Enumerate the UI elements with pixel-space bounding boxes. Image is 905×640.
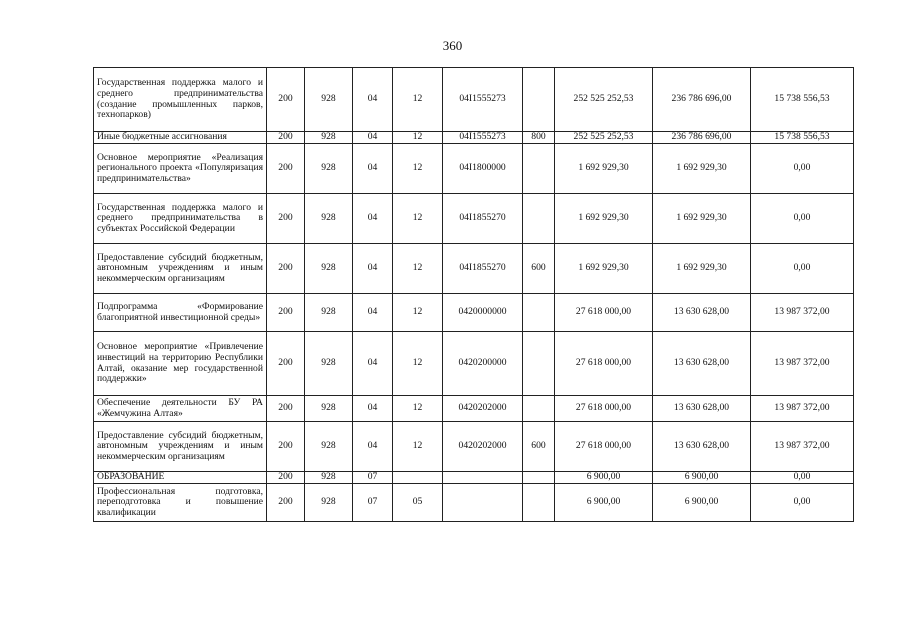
target-article-cell: 04I1800000 [443, 144, 523, 194]
amount-cell: 1 692 929,30 [653, 244, 751, 294]
section-cell: 04 [353, 294, 393, 332]
section-cell: 04 [353, 194, 393, 244]
row-name: Обеспечение деятельности БУ РА «Жемчужина Алтая» [94, 396, 267, 422]
expense-type-cell [523, 396, 555, 422]
amount-cell: 27 618 000,00 [555, 422, 653, 472]
section-cell: 04 [353, 396, 393, 422]
table-row [94, 294, 854, 332]
amount-cell: 15 738 556,53 [751, 132, 854, 144]
target-article-cell: 04I1555273 [443, 68, 523, 132]
amount-cell: 13 630 628,00 [653, 422, 751, 472]
section-cell: 07 [353, 484, 393, 522]
code-cell: 200 [267, 244, 305, 294]
amount-cell: 252 525 252,53 [555, 68, 653, 132]
expense-type-cell: 600 [523, 244, 555, 294]
amount-cell: 13 987 372,00 [751, 332, 854, 396]
subsection-cell: 12 [393, 144, 443, 194]
ministry-code-cell: 928 [305, 194, 353, 244]
ministry-code-cell: 928 [305, 472, 353, 484]
subsection-cell: 12 [393, 132, 443, 144]
code-cell: 200 [267, 68, 305, 132]
ministry-code-cell: 928 [305, 484, 353, 522]
table-row [94, 396, 854, 422]
section-cell: 04 [353, 68, 393, 132]
row-name: Государственная поддержка малого и среднего предпринимательства (создание промышленных парков, технопарков) [94, 68, 267, 132]
table-row [94, 332, 854, 396]
expense-type-cell [523, 484, 555, 522]
row-name: Государственная поддержка малого и среднего предпринимательства в субъектах Российской Федерации [94, 194, 267, 244]
target-article-cell: 0420200000 [443, 332, 523, 396]
table-row [94, 422, 854, 472]
subsection-cell: 12 [393, 422, 443, 472]
code-cell: 200 [267, 294, 305, 332]
amount-cell: 13 987 372,00 [751, 422, 854, 472]
row-name: Предоставление субсидий бюджетным, автономным учреждениям и иным некоммерческим организациям [94, 244, 267, 294]
amount-cell: 13 630 628,00 [653, 396, 751, 422]
ministry-code-cell: 928 [305, 294, 353, 332]
code-cell: 200 [267, 396, 305, 422]
ministry-code-cell: 928 [305, 144, 353, 194]
subsection-cell: 05 [393, 484, 443, 522]
ministry-code-cell: 928 [305, 244, 353, 294]
table-row [94, 132, 854, 144]
subsection-cell [393, 472, 443, 484]
row-name: Основное мероприятие «Реализация регионального проекта «Популяризация предпринимательства» [94, 144, 267, 194]
amount-cell: 1 692 929,30 [653, 194, 751, 244]
table-row [94, 484, 854, 522]
row-name: ОБРАЗОВАНИЕ [94, 472, 267, 484]
code-cell: 200 [267, 144, 305, 194]
amount-cell: 0,00 [751, 472, 854, 484]
expense-type-cell [523, 194, 555, 244]
expense-type-cell [523, 294, 555, 332]
amount-cell: 0,00 [751, 194, 854, 244]
amount-cell: 6 900,00 [653, 472, 751, 484]
subsection-cell: 12 [393, 68, 443, 132]
expense-type-cell: 600 [523, 422, 555, 472]
row-name: Подпрограмма «Формирование благоприятной инвестиционной среды» [94, 294, 267, 332]
code-cell: 200 [267, 472, 305, 484]
amount-cell: 1 692 929,30 [555, 144, 653, 194]
budget-table [93, 67, 854, 522]
amount-cell: 0,00 [751, 484, 854, 522]
subsection-cell: 12 [393, 194, 443, 244]
target-article-cell: 0420202000 [443, 396, 523, 422]
amount-cell: 27 618 000,00 [555, 332, 653, 396]
section-cell: 04 [353, 422, 393, 472]
table-row [94, 244, 854, 294]
section-cell: 04 [353, 132, 393, 144]
ministry-code-cell: 928 [305, 332, 353, 396]
row-name: Иные бюджетные ассигнования [94, 132, 267, 144]
amount-cell: 27 618 000,00 [555, 294, 653, 332]
code-cell: 200 [267, 484, 305, 522]
expense-type-cell: 800 [523, 132, 555, 144]
row-name: Профессиональная подготовка, переподготовка и повышение квалификации [94, 484, 267, 522]
amount-cell: 1 692 929,30 [555, 194, 653, 244]
amount-cell: 236 786 696,00 [653, 68, 751, 132]
table-row [94, 472, 854, 484]
target-article-cell: 0420000000 [443, 294, 523, 332]
amount-cell: 13 630 628,00 [653, 294, 751, 332]
table-row [94, 144, 854, 194]
code-cell: 200 [267, 132, 305, 144]
amount-cell: 13 987 372,00 [751, 396, 854, 422]
target-article-cell: 04I1855270 [443, 244, 523, 294]
amount-cell: 13 630 628,00 [653, 332, 751, 396]
code-cell: 200 [267, 332, 305, 396]
section-cell: 04 [353, 244, 393, 294]
amount-cell: 1 692 929,30 [555, 244, 653, 294]
section-cell: 04 [353, 332, 393, 396]
amount-cell: 236 786 696,00 [653, 132, 751, 144]
amount-cell: 1 692 929,30 [653, 144, 751, 194]
target-article-cell: 04I1555273 [443, 132, 523, 144]
subsection-cell: 12 [393, 396, 443, 422]
subsection-cell: 12 [393, 244, 443, 294]
target-article-cell: 0420202000 [443, 422, 523, 472]
target-article-cell [443, 484, 523, 522]
expense-type-cell [523, 332, 555, 396]
amount-cell: 6 900,00 [555, 472, 653, 484]
amount-cell: 0,00 [751, 244, 854, 294]
amount-cell: 0,00 [751, 144, 854, 194]
target-article-cell [443, 472, 523, 484]
amount-cell: 252 525 252,53 [555, 132, 653, 144]
code-cell: 200 [267, 194, 305, 244]
ministry-code-cell: 928 [305, 68, 353, 132]
section-cell: 04 [353, 144, 393, 194]
table-row [94, 194, 854, 244]
subsection-cell: 12 [393, 294, 443, 332]
amount-cell: 13 987 372,00 [751, 294, 854, 332]
row-name: Основное мероприятие «Привлечение инвестиций на территорию Республики Алтай, оказание мер государственной поддержки» [94, 332, 267, 396]
page-number: 360 [442, 38, 463, 53]
ministry-code-cell: 928 [305, 396, 353, 422]
amount-cell: 6 900,00 [555, 484, 653, 522]
ministry-code-cell: 928 [305, 132, 353, 144]
target-article-cell: 04I1855270 [443, 194, 523, 244]
code-cell: 200 [267, 422, 305, 472]
row-name: Предоставление субсидий бюджетным, автономным учреждениям и иным некоммерческим организациям [94, 422, 267, 472]
amount-cell: 15 738 556,53 [751, 68, 854, 132]
expense-type-cell [523, 472, 555, 484]
amount-cell: 6 900,00 [653, 484, 751, 522]
expense-type-cell [523, 144, 555, 194]
subsection-cell: 12 [393, 332, 443, 396]
ministry-code-cell: 928 [305, 422, 353, 472]
table-row [94, 68, 854, 132]
expense-type-cell [523, 68, 555, 132]
section-cell: 07 [353, 472, 393, 484]
amount-cell: 27 618 000,00 [555, 396, 653, 422]
